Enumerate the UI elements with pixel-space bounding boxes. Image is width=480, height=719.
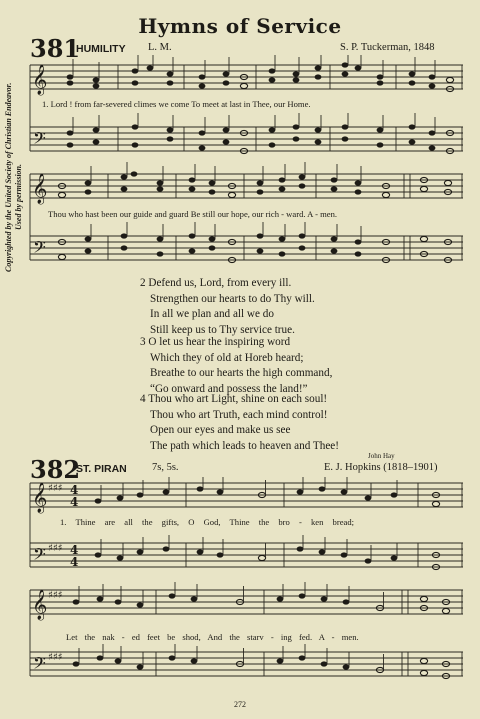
svg-text:4: 4 [70, 555, 79, 569]
svg-text:♯♯♯: ♯♯♯ [48, 483, 63, 494]
stanza-line: 3 O let us hear the inspiring word [140, 336, 291, 348]
stanza-line: Breathe to our hearts the high command, [150, 367, 333, 380]
hymn-382-meter: 7s, 5s. [152, 462, 179, 473]
hymn-381-verse1-line2: Thou who hast been our guide and guard Be still our hope, our rich - ward. A - men. [48, 209, 338, 219]
stanza-line: The path which leads to heaven and Thee! [150, 439, 339, 452]
svg-text:4: 4 [70, 543, 79, 557]
page-title: Hymns of Service [138, 14, 342, 38]
svg-text:4: 4 [70, 483, 79, 497]
treble-clef-icon: 𝄞 [32, 174, 48, 204]
stanza-line: In all we plan and all we do [150, 308, 274, 321]
hymn-381-stanza-4 [140, 392, 339, 454]
hymn-381-author: John Hay [368, 452, 395, 460]
hymn-382-tune: ST. PIRAN [76, 463, 127, 475]
stanza-line: 4 Thou who art Light, shine on each soul! [140, 393, 328, 405]
hymn-381-meter: L. M. [148, 42, 172, 53]
hymn-382-system-1 [0, 477, 480, 583]
svg-text:4: 4 [70, 495, 79, 509]
stanza-line: 2 Defend us, Lord, from every ill. [140, 277, 292, 289]
hymn-381-number: 381 [30, 34, 81, 63]
hymn-381-stanza-2 [140, 276, 315, 338]
svg-text:♯♯♯: ♯♯♯ [48, 590, 63, 601]
bass-clef-icon: 𝄢 [33, 237, 46, 261]
stanza-line: Still keep us to Thy service true. [150, 323, 295, 336]
stanza-line: Open our eyes and make us see [150, 424, 291, 437]
treble-clef-icon: 𝄞 [32, 590, 48, 620]
side-credit-line1: Copyrighted by the United Society of Christian Endeavor. [4, 82, 13, 272]
hymn-381-composer: S. P. Tuckerman, 1848 [340, 42, 435, 53]
side-credit-line2: Used by permission. [14, 164, 23, 230]
stanza-line: “Go onward and possess the land!” [150, 382, 308, 395]
hymn-381-stanza-3 [140, 335, 333, 397]
stanza-line: Thou who art Truth, each mind control! [150, 408, 328, 421]
bass-clef-icon: 𝄢 [33, 544, 46, 568]
stanza-line: Which they of old at Horeb heard; [150, 351, 304, 364]
hymn-382-number: 382 [30, 455, 81, 484]
svg-text:♯♯♯: ♯♯♯ [48, 543, 63, 554]
svg-text:♯♯♯: ♯♯♯ [48, 652, 63, 663]
hymn-381-tune: HUMILITY [76, 43, 126, 55]
treble-clef-icon: 𝄞 [32, 65, 48, 95]
bass-clef-icon: 𝄢 [33, 653, 46, 677]
hymn-381-system-1 [0, 55, 480, 165]
hymn-382-verse1-line1: 1. Thine are all the gifts, O God, Thine the bro - ken bread; [60, 517, 355, 527]
page-number: 272 [234, 700, 246, 709]
bass-clef-icon: 𝄢 [33, 128, 46, 152]
stanza-line: Strengthen our hearts to do Thy will. [150, 292, 315, 305]
hymn-382-verse1-line2: Let the nak - ed feet be shod, And the starv - ing fed. A - men. [66, 632, 359, 642]
hymn-382-composer: E. J. Hopkins (1818–1901) [324, 462, 438, 473]
hymn-381-verse1-line1: 1. Lord ! from far-severed climes we come To meet at last in Thee, our Home. [42, 99, 311, 109]
treble-clef-icon: 𝄞 [32, 483, 48, 513]
